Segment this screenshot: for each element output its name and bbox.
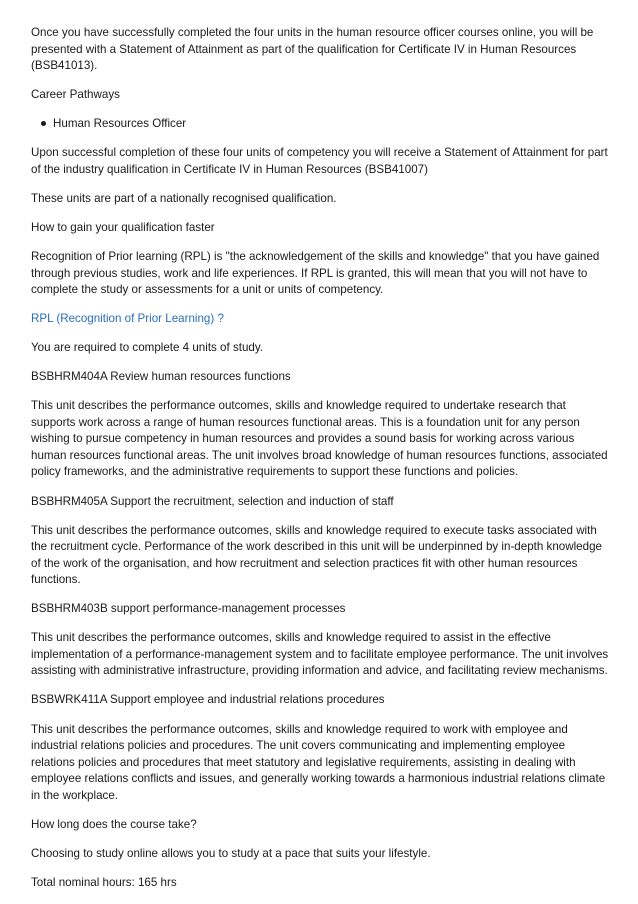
career-pathways-list — [31, 116, 611, 133]
unit-title: BSBHRM404A Review human resources functions — [31, 370, 291, 384]
faster-heading: How to gain your qualification faster — [31, 220, 215, 234]
list-item — [53, 116, 611, 133]
document-page — [31, 25, 611, 904]
unit-title: BSBHRM405A Support the recruitment, selection and induction of staff — [31, 494, 394, 508]
rpl-paragraph: Recognition of Prior learning (RPL) is "the acknowledgement of the skills and knowledge" that you have gained through previous studies, work and life experiences. If RPL is granted, this will mean that you will not have to complete the study or assessments for a unit or units of competency. — [31, 250, 600, 297]
bullet-icon — [41, 121, 46, 126]
unit-title: BSBWRK411A Support employee and industrial relations procedures — [31, 693, 385, 707]
duration-paragraph: Choosing to study online allows you to study at a pace that suits your lifestyle. — [31, 846, 431, 860]
nominal-hours: Total nominal hours: 165 hrs — [31, 875, 177, 889]
duration-heading: How long does the course take? — [31, 817, 197, 831]
career-pathways-heading: Career Pathways — [31, 88, 120, 102]
unit-description: This unit describes the performance outcomes, skills and knowledge required to undertake research that supports work across a range of human resources functional areas. This is a foundation unit for any person wishing to pursue competency in human resources and provides a sound basis for working across various human resources functional areas. The unit involves broad knowledge of human resources functions, associated policy frameworks, and the administrative requirements to support these functions and policies. — [31, 399, 608, 479]
unit-title: BSBHRM403B support performance-management processes — [31, 602, 346, 616]
intro-paragraph: Once you have successfully completed the four units in the human resource officer courses online, you will be presented with a Statement of Attainment as part of the qualification for Certificate IV in Human Resources (BSB41013). — [31, 26, 594, 72]
units-required-paragraph: You are required to complete 4 units of study. — [31, 341, 264, 355]
unit-description: This unit describes the performance outcomes, skills and knowledge required to work with employee and industrial relations policies and procedures. The unit covers communicating and implementing employee relations policies and procedures that meet statutory and legislative requirements, assisting in dealing with employee relations conflicts and issues, and generally working towards a harmonious industrial relations climate in the workplace. — [31, 722, 606, 802]
unit-description: This unit describes the performance outcomes, skills and knowledge required to assist in the effective implementation of a performance-management system and to facilitate employee performance. The unit involves assisting with administrative infrastructure, providing information and advice, and facilitating review mechanisms. — [31, 631, 609, 678]
completion-paragraph: Upon successful completion of these four units of competency you will receive a Statement of Attainment for part of the industry qualification in Certificate IV in Human Resources (BSB41007) — [31, 146, 608, 176]
unit-description: This unit describes the performance outcomes, skills and knowledge required to execute tasks associated with the recruitment cycle. Performance of the work described in this unit will be underpinned by in-depth knowledge of the work of the organisation, and how recruitment and selection practices fit with other human resources functions. — [31, 523, 602, 587]
nationally-recognised-paragraph: These units are part of a nationally recognised qualification. — [31, 191, 337, 205]
rpl-link[interactable]: RPL (Recognition of Prior Learning) ? — [31, 312, 224, 326]
list-item-label: Human Resources Officer — [53, 117, 187, 131]
